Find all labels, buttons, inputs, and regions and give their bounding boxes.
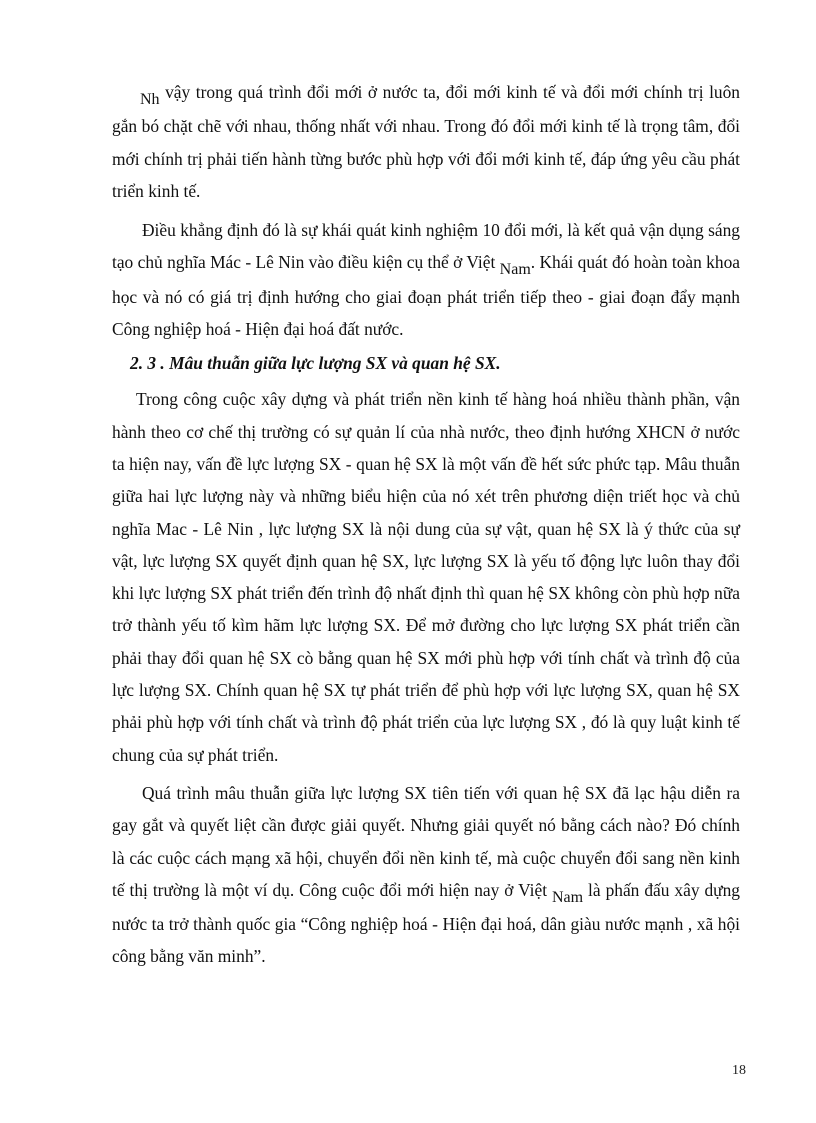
paragraph-4-low-word: Nam bbox=[551, 888, 584, 906]
page-number: 18 bbox=[732, 1063, 746, 1078]
paragraph-2 bbox=[112, 214, 740, 345]
paragraph-2-low-word: Nam bbox=[499, 261, 531, 279]
paragraph-1 bbox=[112, 76, 740, 207]
paragraph-4-text-b: là phấn đấu xây dựng nước ta trở thành quốc gia “Công nghiệp hoá - Hiện đại hoá, dân giàu nước mạnh , xã hội công bằng văn minh”. bbox=[112, 879, 740, 967]
paragraph-1-text: vậy trong quá trình đổi mới ở nước ta, đổi mới kinh tế và đổi mới chính trị luôn gắn bó chặt chẽ với nhau, thống nhất với nhau. Trong đó đổi mới kinh tế là trọng tâm, đổi mới chính trị phải tiến hành từng bước phù hợp với đổi mới kinh tế, đáp ứng yêu cầu phát triển kinh tế. bbox=[112, 82, 740, 201]
paragraph-4 bbox=[112, 777, 740, 973]
paragraph-2-text-b: . Khái quát đó hoàn toàn khoa học và nó có giá trị định hướng cho giai đoạn phát triển tiếp theo - giai đoạn đẩy mạnh Công nghiệp hoá - Hiện đại hoá đất nước. bbox=[112, 252, 740, 340]
paragraph-3: Trong công cuộc xây dựng và phát triển nền kinh tế hàng hoá nhiều thành phần, vận hành theo cơ chế thị trường có sự quản lí của nhà nước, theo định hướng XHCN ở nước ta hiện nay, vấn đề lực lượng SX - quan hệ SX là một vấn đề hết sức phức tạp. Mâu thuẫn giữa hai lực lượng này và những biểu hiện của nó xét trên phương diện triết học và chủ nghĩa Mac - Lê Nin , lực lượng SX là nội dung của sự vật, quan hệ SX là ý thức của sự vật, lực lượng SX quyết định quan hệ SX, lực lượng SX là yếu tố động lực luôn thay đổi khi lực lượng SX phát triển đến trình độ nhất định thì quan hệ SX không còn phù hợp nữa trở thành yếu tố kìm hãm lực lượng SX. Để mở đường cho lực lượng SX phát triển cần phải thay đổi quan hệ SX cò bằng quan hệ SX mới phù hợp với tính chất và trình độ của lực lượng SX. Chính quan hệ SX tự phát triển để phù hợp với lực lượng SX, quan hệ SX phải phù hợp với tính chất và trình độ phát triển của lực lượng SX , đó là quy luật kinh tế chung của sự phát triển. bbox=[112, 389, 740, 765]
section-heading: 2. 3 . Mâu thuẫn giữa lực lượng SX và quan hệ SX. bbox=[130, 353, 501, 374]
document-page bbox=[112, 76, 740, 973]
paragraph-2-text-a: Điều khẳng định đó là sự khái quát kinh nghiệm 10 đổi mới, là kết quả vận dụng sáng tạo chủ nghĩa Mác - Lê Nin vào điều kiện cụ thể ở Việt bbox=[112, 220, 740, 273]
paragraph-4-text-a: Quá trình mâu thuẫn giữa lực lượng SX tiên tiến với quan hệ SX đã lạc hậu diễn ra gay gắt và quyết liệt cần được giải quyết. Nhưng giải quyết nó bằng cách nào? Đó chính là các cuộc cách mạng xã hội, chuyển đổi nền kinh tế, mà cuộc chuyển đổi sang nền kinh tế thị trường là một ví dụ. Công cuộc đổi mới hiện nay ở Việt bbox=[112, 782, 740, 900]
paragraph-1-lead: Nh bbox=[140, 91, 160, 108]
